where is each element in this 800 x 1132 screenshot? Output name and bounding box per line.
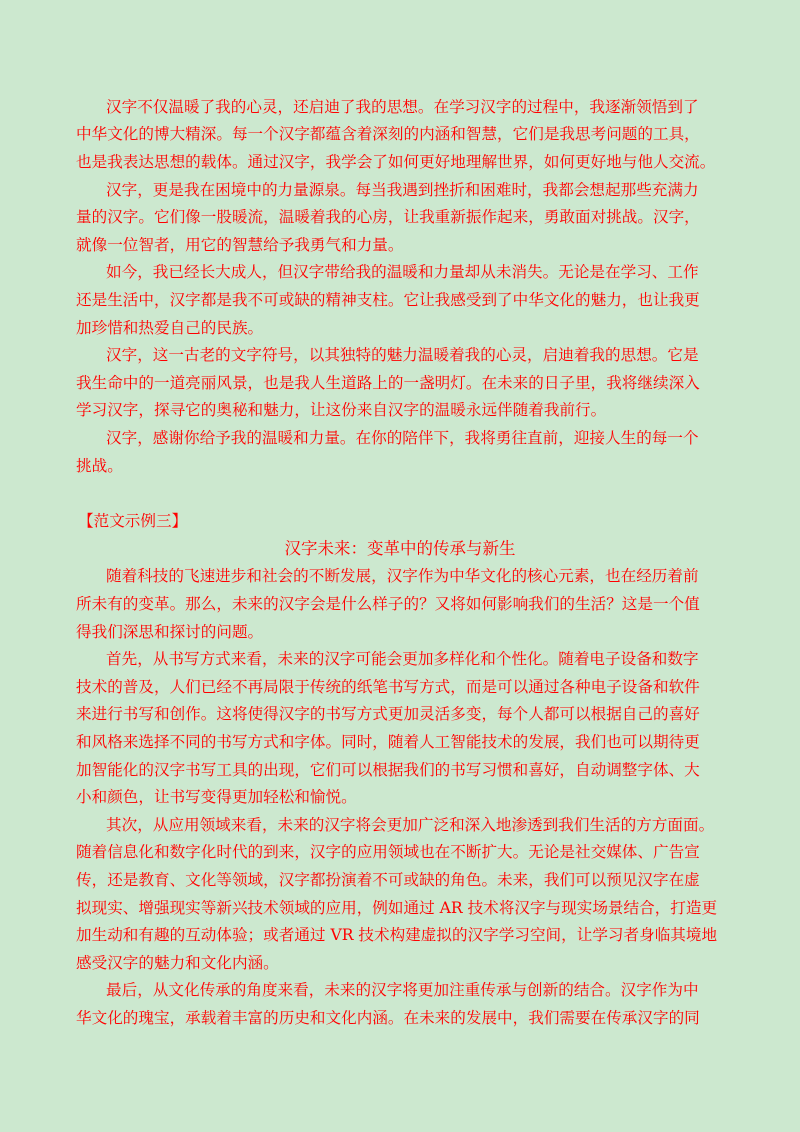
text-line: 随着科技的飞速进步和社会的不断发展，汉字作为中华文化的核心元素，也在经历着前 <box>106 567 699 585</box>
text-line: 小和颜色，让书写变得更加轻松和愉悦。 <box>76 788 357 806</box>
text-line: 汉字，这一古老的文字符号，以其独特的魅力温暖着我的心灵，启迪着我的思想。它是 <box>106 346 699 364</box>
section-label: 【范文示例三】 <box>78 512 188 530</box>
text-line: 加珍惜和热爱自己的民族。 <box>76 319 264 337</box>
text-line: 最后，从文化传承的角度来看，未来的汉字将更加注重传承与创新的结合。汉字作为中 <box>106 981 699 999</box>
text-line: 随着信息化和数字化时代的到来，汉字的应用领域也在不断扩大。无论是社交媒体、广告宣 <box>76 843 700 861</box>
text-line: 得我们深思和探讨的问题。 <box>76 623 264 641</box>
text-line: 技术的普及，人们已经不再局限于传统的纸笔书写方式，而是可以通过各种电子设备和软件 <box>76 678 700 696</box>
text-line: 汉字，感谢你给予我的温暖和力量。在你的陪伴下，我将勇往直前，迎接人生的每一个 <box>106 429 699 447</box>
text-line: 量的汉字。它们像一股暖流，温暖着我的心房，让我重新振作起来，勇敢面对挑战。汉字， <box>76 208 700 226</box>
text-line: 如今，我已经长大成人，但汉字带给我的温暖和力量却从未消失。无论是在学习、工作 <box>106 263 699 281</box>
text-line: 传，还是教育、文化等领域，汉字都扮演着不可或缺的角色。未来，我们可以预见汉字在虚 <box>76 871 700 889</box>
text-line: 中华文化的博大精深。每一个汉字都蕴含着深刻的内涵和智慧，它们是我思考问题的工具， <box>76 125 700 143</box>
text-line: 其次，从应用领域来看，未来的汉字将会更加广泛和深入地渗透到我们生活的方方面面。 <box>106 816 715 834</box>
text-line: 来进行书写和创作。这将使得汉字的书写方式更加灵活多变，每个人都可以根据自己的喜好 <box>76 705 700 723</box>
text-line: 汉字，更是我在困境中的力量源泉。每当我遇到挫折和困难时，我都会想起那些充满力 <box>106 181 699 199</box>
text-line: 感受汉字的魅力和文化内涵。 <box>76 954 279 972</box>
text-line: 加智能化的汉字书写工具的出现，它们可以根据我们的书写习惯和喜好，自动调整字体、大 <box>76 761 700 779</box>
text-line: 华文化的瑰宝，承载着丰富的历史和文化内涵。在未来的发展中，我们需要在传承汉字的同 <box>76 1009 700 1027</box>
text-line: 挑战。 <box>76 457 123 475</box>
text-line: 拟现实、增强现实等新兴技术领域的应用，例如通过 AR 技术将汉字与现实场景结合，打造更 <box>76 899 718 917</box>
text-line: 就像一位智者，用它的智慧给予我勇气和力量。 <box>76 236 404 254</box>
text-line: 首先，从书写方式来看，未来的汉字可能会更加多样化和个性化。随着电子设备和数字 <box>106 650 699 668</box>
text-line: 也是我表达思想的载体。通过汉字，我学会了如何更好地理解世界，如何更好地与他人交流。 <box>76 153 716 171</box>
text-line: 加生动和有趣的互动体验；或者通过 VR 技术构建虚拟的汉字学习空间，让学习者身临其境地 <box>76 926 718 944</box>
text-line: 和风格来选择不同的书写方式和字体。同时，随着人工智能技术的发展，我们也可以期待更 <box>76 733 700 751</box>
text-line: 还是生活中，汉字都是我不可或缺的精神支柱。它让我感受到了中华文化的魅力，也让我更 <box>76 291 700 309</box>
text-line: 学习汉字，探寻它的奥秘和魅力，让这份来自汉字的温暖永远伴随着我前行。 <box>76 401 607 419</box>
text-line: 所未有的变革。那么，未来的汉字会是什么样子的？又将如何影响我们的生活？这是一个值 <box>76 595 700 613</box>
essay-title: 汉字未来：变革中的传承与新生 <box>284 539 516 558</box>
text-line: 汉字不仅温暖了我的心灵，还启迪了我的思想。在学习汉字的过程中，我逐渐领悟到了 <box>106 98 699 116</box>
text-line: 我生命中的一道亮丽风景，也是我人生道路上的一盏明灯。在未来的日子里，我将继续深入 <box>76 374 700 392</box>
